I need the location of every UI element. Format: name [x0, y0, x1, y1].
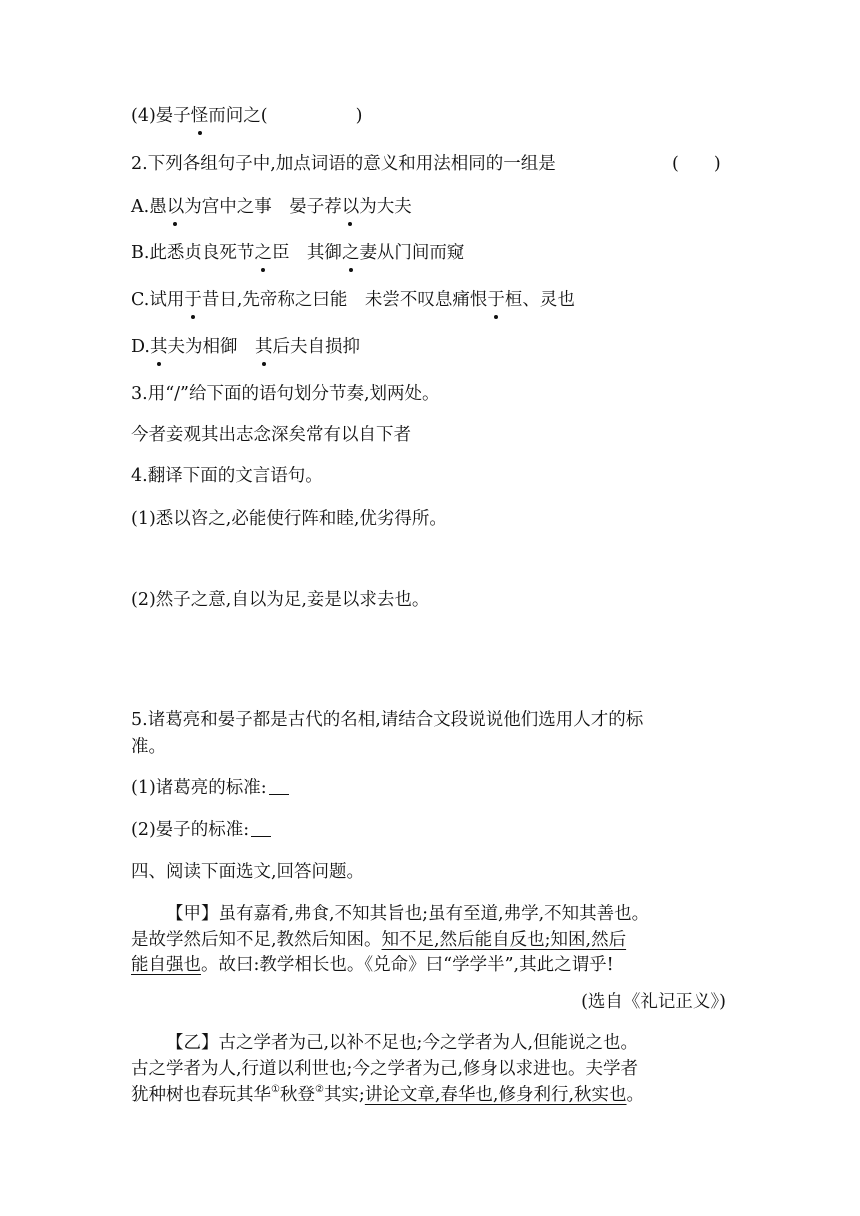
passage-yi-line-1: 【乙】古之学者为己,以补不足也;今之学者为人,但能说之也。 [166, 1033, 639, 1053]
option-d: D.其夫为相御 其后夫自损抑 [131, 337, 360, 357]
answer-blank[interactable] [269, 778, 289, 795]
underlined-text: 讲论文章,春华也,修身利行,秋实也 [364, 1085, 627, 1105]
dotted-char: 以 [166, 197, 185, 217]
passage-jia-line-2: 是故学然后知不足,教然后知困。知不足,然后能自反也;知困,然后 [131, 930, 627, 950]
question-4-stem: 4.翻译下面的文言语句。 [131, 466, 323, 486]
underlined-text: 能自强也 [131, 955, 201, 975]
dotted-char: 以 [341, 197, 360, 217]
passage-jia-line-3: 能自强也。故曰:教学相长也。《兑命》曰“学学半”,其此之谓乎! [131, 955, 614, 975]
question-5-answer-1: (1)诸葛亮的标准: [131, 776, 289, 800]
question-4-item-4: (4)晏子怪而问之( ) [131, 106, 363, 126]
dotted-char: 之 [341, 243, 360, 263]
question-3-text: 今者妾观其出志念深矣常有以自下者 [131, 425, 411, 445]
answer-blank[interactable] [251, 820, 271, 837]
footnote-mark: ① [271, 1084, 280, 1095]
passage-jia-line-1: 【甲】虽有嘉肴,弗食,不知其旨也;虽有至道,弗学,不知其善也。 [166, 904, 650, 924]
question-5-answer-2: (2)晏子的标准: [131, 818, 271, 842]
passage-yi-line-3: 犹种树也春玩其华①秋登②其实;讲论文章,春华也,修身利行,秋实也。 [131, 1084, 645, 1105]
question-2-stem: 2.下列各组句子中,加点词语的意义和用法相同的一组是 [131, 154, 556, 174]
passage-yi-line-2: 古之学者为人,行道以利世也;今之学者为己,修身以求进也。夫学者 [131, 1059, 639, 1079]
section-heading: 四、阅读下面选文,回答问题。 [131, 862, 365, 882]
option-b: B.此悉贞良死节之臣 其御之妻从门间而窥 [131, 243, 465, 263]
question-3-stem: 3.用“/”给下面的语句划分节奏,划两处。 [131, 384, 440, 404]
option-c: C.试用于昔日,先帝称之曰能 未尝不叹息痛恨于桓、灵也 [131, 290, 575, 310]
dotted-char: 于 [184, 290, 202, 310]
question-5-stem-cont: 准。 [131, 737, 166, 757]
dotted-char: 怪 [190, 106, 209, 126]
option-a: A.愚以为宫中之事 晏子荐以为大夫 [131, 197, 412, 217]
question-5-stem: 5.诸葛亮和晏子都是古代的名相,请结合文段说说他们选用人才的标 [131, 710, 644, 730]
dotted-char: 之 [254, 243, 272, 263]
dotted-char: 于 [487, 290, 505, 310]
question-4-sentence-1: (1)悉以咨之,必能使行阵和睦,优劣得所。 [131, 509, 447, 529]
answer-bracket: ( ) [672, 154, 721, 174]
underlined-text: 知不足,然后能自反也;知困,然后 [381, 930, 627, 950]
passage-jia-source: (选自《礼记正义》) [581, 992, 726, 1012]
dotted-char: 其 [254, 337, 273, 357]
footnote-mark: ② [314, 1084, 324, 1095]
dotted-char: 其 [149, 337, 168, 357]
question-4-sentence-2: (2)然子之意,自以为足,妾是以求去也。 [131, 590, 430, 610]
